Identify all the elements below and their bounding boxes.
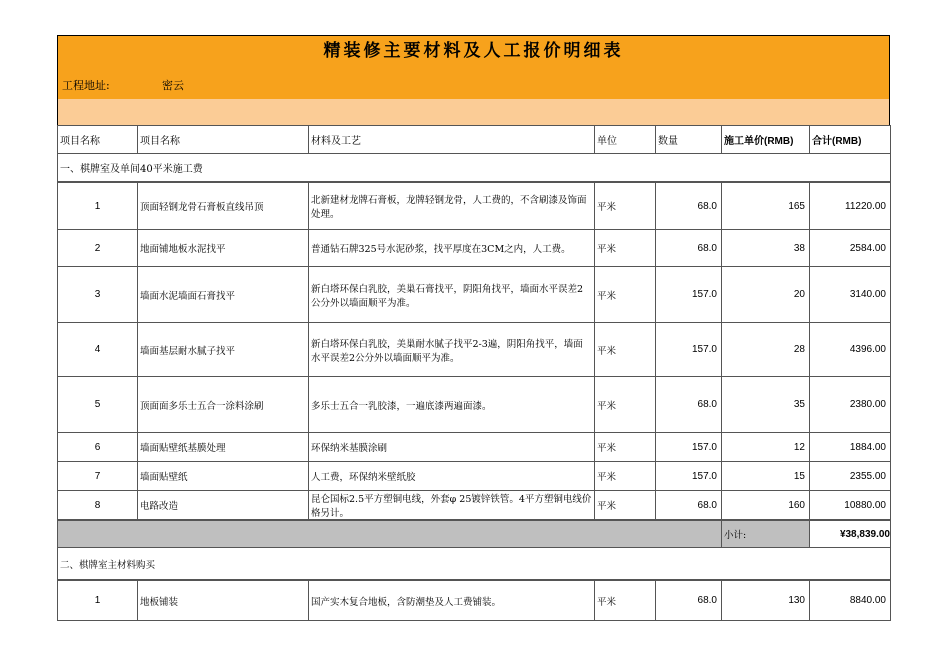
material-cell[interactable]: 北新建材龙牌石膏板，龙牌轻钢龙骨，人工费的，不含刷漆及饰面处理。: [309, 183, 595, 230]
unit-price-cell[interactable]: 15: [722, 462, 810, 491]
unit-price-cell[interactable]: 160: [722, 491, 810, 520]
section-title[interactable]: 二、棋牌室主材料购买: [58, 548, 891, 580]
quote-table-body: [57, 182, 891, 520]
total-cell[interactable]: 8840.00: [810, 581, 891, 621]
header-cell[interactable]: 材料及工艺: [309, 126, 595, 154]
item-name-cell[interactable]: 顶面面多乐士五合一涂料涂刷: [138, 377, 309, 433]
unit-price-cell[interactable]: 38: [722, 230, 810, 267]
table-row: [58, 377, 891, 433]
unit-price-cell[interactable]: 35: [722, 377, 810, 433]
row-index-cell[interactable]: 2: [58, 230, 138, 267]
section-row: [58, 154, 891, 182]
subtotal-label[interactable]: 小计:: [722, 521, 810, 548]
quantity-cell[interactable]: 157.0: [656, 433, 722, 462]
row-index-cell[interactable]: 7: [58, 462, 138, 491]
unit-cell[interactable]: 平米: [595, 183, 656, 230]
quote-table: [57, 125, 891, 182]
quantity-cell[interactable]: 157.0: [656, 267, 722, 323]
material-cell[interactable]: 新白塔环保白乳胶，美巢耐水腻子找平2-3遍，阴阳角找平，墙面水平误差2公分外以墙面顺平为准。: [309, 323, 595, 377]
address-label: 工程地址:: [62, 79, 110, 92]
item-name-cell[interactable]: 墙面基层耐水腻子找平: [138, 323, 309, 377]
material-cell[interactable]: 人工费，环保纳米壁纸胶: [309, 462, 595, 491]
material-cell[interactable]: 普通钻石牌325号水泥砂浆，找平厚度在3CM之内，人工费。: [309, 230, 595, 267]
unit-price-cell[interactable]: 165: [722, 183, 810, 230]
unit-price-cell[interactable]: 12: [722, 433, 810, 462]
header-cell[interactable]: 项目名称: [138, 126, 309, 154]
title-band: [57, 35, 890, 99]
unit-cell[interactable]: 平米: [595, 377, 656, 433]
total-cell[interactable]: 3140.00: [810, 267, 891, 323]
item-name-cell[interactable]: 顶面轻钢龙骨石膏板直线吊顶: [138, 183, 309, 230]
quantity-cell[interactable]: 68.0: [656, 581, 722, 621]
row-index-cell[interactable]: 3: [58, 267, 138, 323]
unit-cell[interactable]: 平米: [595, 323, 656, 377]
table-row: [58, 323, 891, 377]
unit-cell[interactable]: 平米: [595, 491, 656, 520]
row-index-cell[interactable]: 8: [58, 491, 138, 520]
unit-cell[interactable]: 平米: [595, 230, 656, 267]
material-cell[interactable]: 新白塔环保白乳胶，美巢石膏找平，阴阳角找平，墙面水平误差2公分外以墙面顺平为准。: [309, 267, 595, 323]
total-cell[interactable]: 2355.00: [810, 462, 891, 491]
section-row: [58, 548, 891, 580]
unit-cell[interactable]: 平米: [595, 267, 656, 323]
header-cell[interactable]: 项目名称: [58, 126, 138, 154]
unit-cell[interactable]: 平米: [595, 433, 656, 462]
item-name-cell[interactable]: 墙面贴壁纸: [138, 462, 309, 491]
material-cell[interactable]: 多乐士五合一乳胶漆，一遍底漆两遍面漆。: [309, 377, 595, 433]
unit-cell[interactable]: 平米: [595, 462, 656, 491]
quantity-cell[interactable]: 68.0: [656, 230, 722, 267]
total-cell[interactable]: 4396.00: [810, 323, 891, 377]
material-cell[interactable]: 环保纳米基膜涂刷: [309, 433, 595, 462]
quantity-cell[interactable]: 68.0: [656, 183, 722, 230]
item-name-cell[interactable]: 电路改造: [138, 491, 309, 520]
table-row: [58, 183, 891, 230]
item-name-cell[interactable]: 地板铺装: [138, 581, 309, 621]
header-cell[interactable]: 单位: [595, 126, 656, 154]
quantity-cell[interactable]: 157.0: [656, 323, 722, 377]
sheet-title: 精装修主要材料及人工报价明细表: [323, 41, 624, 61]
table-row: [58, 433, 891, 462]
quantity-cell[interactable]: 68.0: [656, 377, 722, 433]
blank-band: [57, 99, 890, 125]
subtotal-value[interactable]: ¥38,839.00: [810, 521, 891, 548]
total-cell[interactable]: 1884.00: [810, 433, 891, 462]
unit-price-cell[interactable]: 20: [722, 267, 810, 323]
row-index-cell[interactable]: 6: [58, 433, 138, 462]
total-cell[interactable]: 10880.00: [810, 491, 891, 520]
row-index-cell[interactable]: 1: [58, 183, 138, 230]
total-cell[interactable]: 11220.00: [810, 183, 891, 230]
quantity-cell[interactable]: 157.0: [656, 462, 722, 491]
table-row: [58, 462, 891, 491]
item-name-cell[interactable]: 墙面贴壁纸基膜处理: [138, 433, 309, 462]
unit-price-cell[interactable]: 28: [722, 323, 810, 377]
row-index-cell[interactable]: 1: [58, 581, 138, 621]
header-cell[interactable]: 施工单价(RMB): [722, 126, 810, 154]
item-name-cell[interactable]: 墙面水泥墙面石膏找平: [138, 267, 309, 323]
table-row: [58, 581, 891, 621]
quote-table-body-2: [57, 580, 891, 621]
subtotal-row: [58, 521, 891, 548]
spreadsheet: [57, 35, 890, 621]
material-cell[interactable]: 国产实木复合地板，含防潮垫及人工费铺装。: [309, 581, 595, 621]
row-index-cell[interactable]: 5: [58, 377, 138, 433]
section-title[interactable]: 一、棋牌室及单间40平米施工费: [58, 154, 891, 182]
table-row: [58, 230, 891, 267]
address-value[interactable]: 密云: [162, 79, 184, 92]
header-cell[interactable]: 合计(RMB): [810, 126, 891, 154]
item-name-cell[interactable]: 地面铺地板水泥找平: [138, 230, 309, 267]
header-cell[interactable]: 数量: [656, 126, 722, 154]
material-cell[interactable]: 昆仑国标2.5平方塑铜电线，外套φ 25镀锌铁管。4平方塑铜电线价格另计。: [309, 491, 595, 520]
table-row: [58, 491, 891, 520]
total-cell[interactable]: 2380.00: [810, 377, 891, 433]
row-index-cell[interactable]: 4: [58, 323, 138, 377]
quantity-cell[interactable]: 68.0: [656, 491, 722, 520]
subtotal-table: [57, 520, 891, 580]
table-row: [58, 267, 891, 323]
header-row: [58, 126, 891, 154]
subtotal-blank: [58, 521, 722, 548]
total-cell[interactable]: 2584.00: [810, 230, 891, 267]
unit-price-cell[interactable]: 130: [722, 581, 810, 621]
unit-cell[interactable]: 平米: [595, 581, 656, 621]
